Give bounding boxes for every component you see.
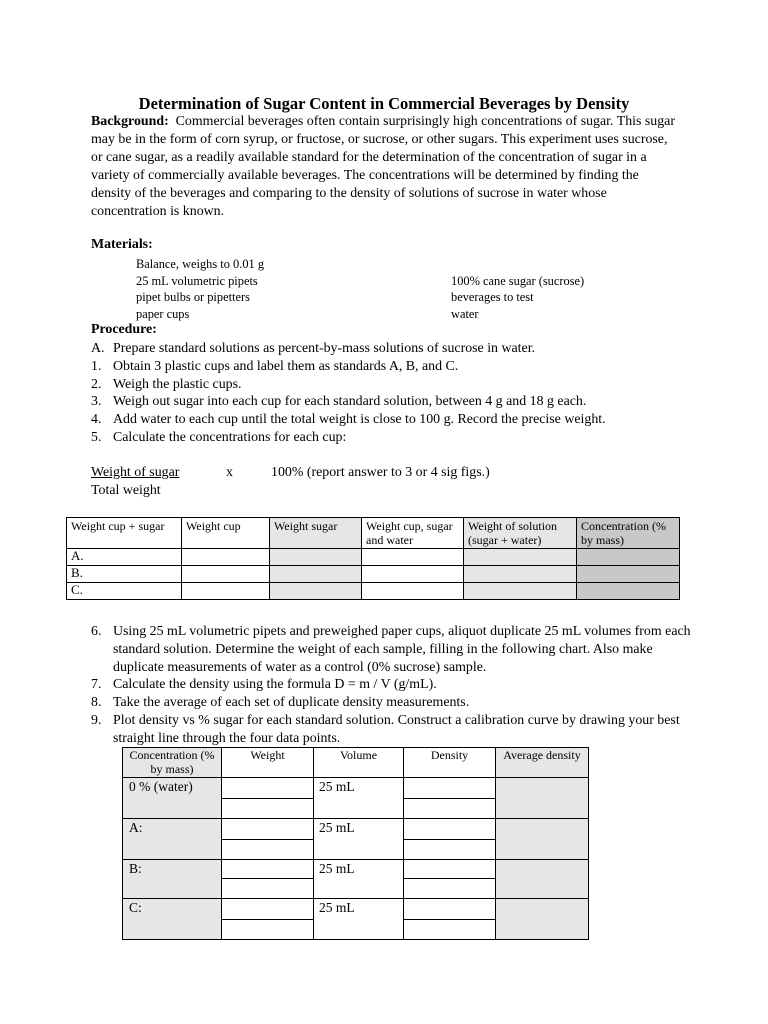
- table-header-cell: Weight of solution (sugar + water): [464, 518, 577, 549]
- materials-item: Balance, weighs to 0.01 g: [136, 257, 265, 271]
- volume-value: 25 mL: [314, 778, 404, 819]
- input-cell[interactable]: [270, 566, 362, 583]
- table-header-row: [67, 518, 680, 549]
- input-cell[interactable]: [182, 566, 270, 583]
- input-cell[interactable]: [577, 566, 680, 583]
- concentration-label: 0 % (water): [123, 778, 222, 819]
- procedure-list: [91, 340, 691, 447]
- weight-input[interactable]: [222, 899, 314, 920]
- weight-input[interactable]: [222, 839, 314, 860]
- input-cell[interactable]: [362, 549, 464, 566]
- materials-item: 100% cane sugar (sucrose): [451, 273, 585, 288]
- table-header-cell: Weight cup, sugar and water: [362, 518, 464, 549]
- formula-numerator: Weight of sugar: [91, 465, 180, 480]
- table-row: [123, 899, 589, 920]
- table-row: [67, 549, 680, 566]
- table-row: [67, 566, 680, 583]
- table-header-cell: Weight sugar: [270, 518, 362, 549]
- formula-times: x: [226, 465, 233, 480]
- input-cell[interactable]: [577, 549, 680, 566]
- volume-value: 25 mL: [314, 819, 404, 860]
- procedure-heading: Procedure:: [91, 322, 157, 337]
- input-cell[interactable]: [464, 583, 577, 600]
- weight-input[interactable]: [222, 778, 314, 799]
- input-cell[interactable]: [464, 566, 577, 583]
- density-input[interactable]: [404, 899, 496, 920]
- procedure-step: 1. Obtain 3 plastic cups and label them as standards A, B, and C.: [91, 358, 459, 374]
- procedure-step: 7. Calculate the density using the formula D = m / V (g/mL).: [91, 677, 437, 693]
- row-label: C.: [67, 583, 182, 600]
- input-cell[interactable]: [182, 549, 270, 566]
- procedure-step: 6. Using 25 mL volumetric pipets and preweighed paper cups, aliquot duplicate 25 mL volumes from each standard solution. Determine the weight of each sample, filling in the following chart. Also make duplicate measurements of water as a control (0% sucrose) sample.: [91, 624, 691, 675]
- table-header-cell: Weight: [222, 748, 314, 778]
- average-density-input[interactable]: [496, 899, 589, 940]
- procedure-step: 3. Weigh out sugar into each cup for each standard solution, between 4 g and 18 g each.: [91, 394, 587, 410]
- density-input[interactable]: [404, 860, 496, 879]
- table-header-cell: Weight cup + sugar: [67, 518, 182, 549]
- materials-item: paper cups: [136, 306, 190, 321]
- procedure-step: A. Prepare standard solutions as percent-by-mass solutions of sucrose in water.: [91, 341, 536, 356]
- formula-factor: 100% (report answer to 3 or 4 sig figs.): [271, 465, 490, 480]
- materials-item: 25 mL volumetric pipets: [136, 273, 258, 288]
- table-row: [123, 819, 589, 840]
- input-cell[interactable]: [182, 583, 270, 600]
- materials-right-list: [451, 273, 584, 323]
- table-header-cell: Density: [404, 748, 496, 778]
- density-input[interactable]: [404, 919, 496, 940]
- background-paragraph: [91, 113, 676, 221]
- input-cell[interactable]: [577, 583, 680, 600]
- table-row: [67, 583, 680, 600]
- materials-heading: Materials:: [91, 237, 153, 252]
- page-title: Determination of Sugar Content in Commercial Beverages by Density: [138, 94, 630, 113]
- density-input[interactable]: [404, 839, 496, 860]
- volume-value: 25 mL: [314, 860, 404, 899]
- materials-left-list: [136, 256, 264, 322]
- background-text: Commercial beverages often contain surprisingly high concentrations of sugar. This sugar may be in the form of corn syrup, or fructose, or sucrose, or other sugars. This experiment uses sucrose, or cane sugar, as a readily available standard for the determination of the concentration of sugar in a variety of commercially available beverages. The concentrations will be determined by finding the density of the beverages and comparing to the density of solutions of sucrose in water whose concentration is known.: [91, 114, 675, 219]
- density-input[interactable]: [404, 778, 496, 799]
- weight-input[interactable]: [222, 798, 314, 819]
- standards-table: [66, 517, 680, 600]
- input-cell[interactable]: [270, 549, 362, 566]
- materials-item: beverages to test: [451, 290, 534, 305]
- procedure-list-continued: [91, 623, 691, 748]
- formula-denominator: Total weight: [91, 483, 161, 498]
- table-header-cell: Average density: [496, 748, 589, 778]
- density-table: [122, 747, 589, 940]
- density-input[interactable]: [404, 819, 496, 840]
- table-header-row: [123, 748, 589, 778]
- materials-item: water: [451, 306, 479, 321]
- procedure-step: 9. Plot density vs % sugar for each standard solution. Construct a calibration curve by drawing your best straight line through the four data points.: [91, 712, 680, 746]
- density-input[interactable]: [404, 878, 496, 898]
- row-label: B.: [67, 566, 182, 583]
- volume-value: 25 mL: [314, 899, 404, 940]
- table-row: [123, 860, 589, 879]
- background-label: Background:: [91, 114, 169, 129]
- average-density-input[interactable]: [496, 778, 589, 819]
- concentration-label: C:: [123, 899, 222, 940]
- table-header-cell: Volume: [314, 748, 404, 778]
- input-cell[interactable]: [270, 583, 362, 600]
- average-density-input[interactable]: [496, 819, 589, 860]
- table-row: [123, 778, 589, 799]
- procedure-step: 4. Add water to each cup until the total weight is close to 100 g. Record the precise weight.: [91, 412, 606, 428]
- table-header-cell: Concentration (% by mass): [123, 748, 222, 778]
- concentration-label: B:: [123, 860, 222, 899]
- row-label: A.: [67, 549, 182, 566]
- weight-input[interactable]: [222, 919, 314, 940]
- weight-input[interactable]: [222, 878, 314, 898]
- weight-input[interactable]: [222, 860, 314, 879]
- procedure-step: 2. Weigh the plastic cups.: [91, 376, 242, 392]
- weight-input[interactable]: [222, 819, 314, 840]
- table-header-cell: Weight cup: [182, 518, 270, 549]
- materials-item: pipet bulbs or pipetters: [136, 290, 250, 305]
- procedure-step: 5. Calculate the concentrations for each cup:: [91, 429, 347, 445]
- concentration-label: A:: [123, 819, 222, 860]
- table-header-cell: Concentration (% by mass): [577, 518, 680, 549]
- average-density-input[interactable]: [496, 860, 589, 899]
- procedure-step: 8. Take the average of each set of duplicate density measurements.: [91, 695, 470, 711]
- input-cell[interactable]: [362, 566, 464, 583]
- density-input[interactable]: [404, 798, 496, 819]
- input-cell[interactable]: [362, 583, 464, 600]
- input-cell[interactable]: [464, 549, 577, 566]
